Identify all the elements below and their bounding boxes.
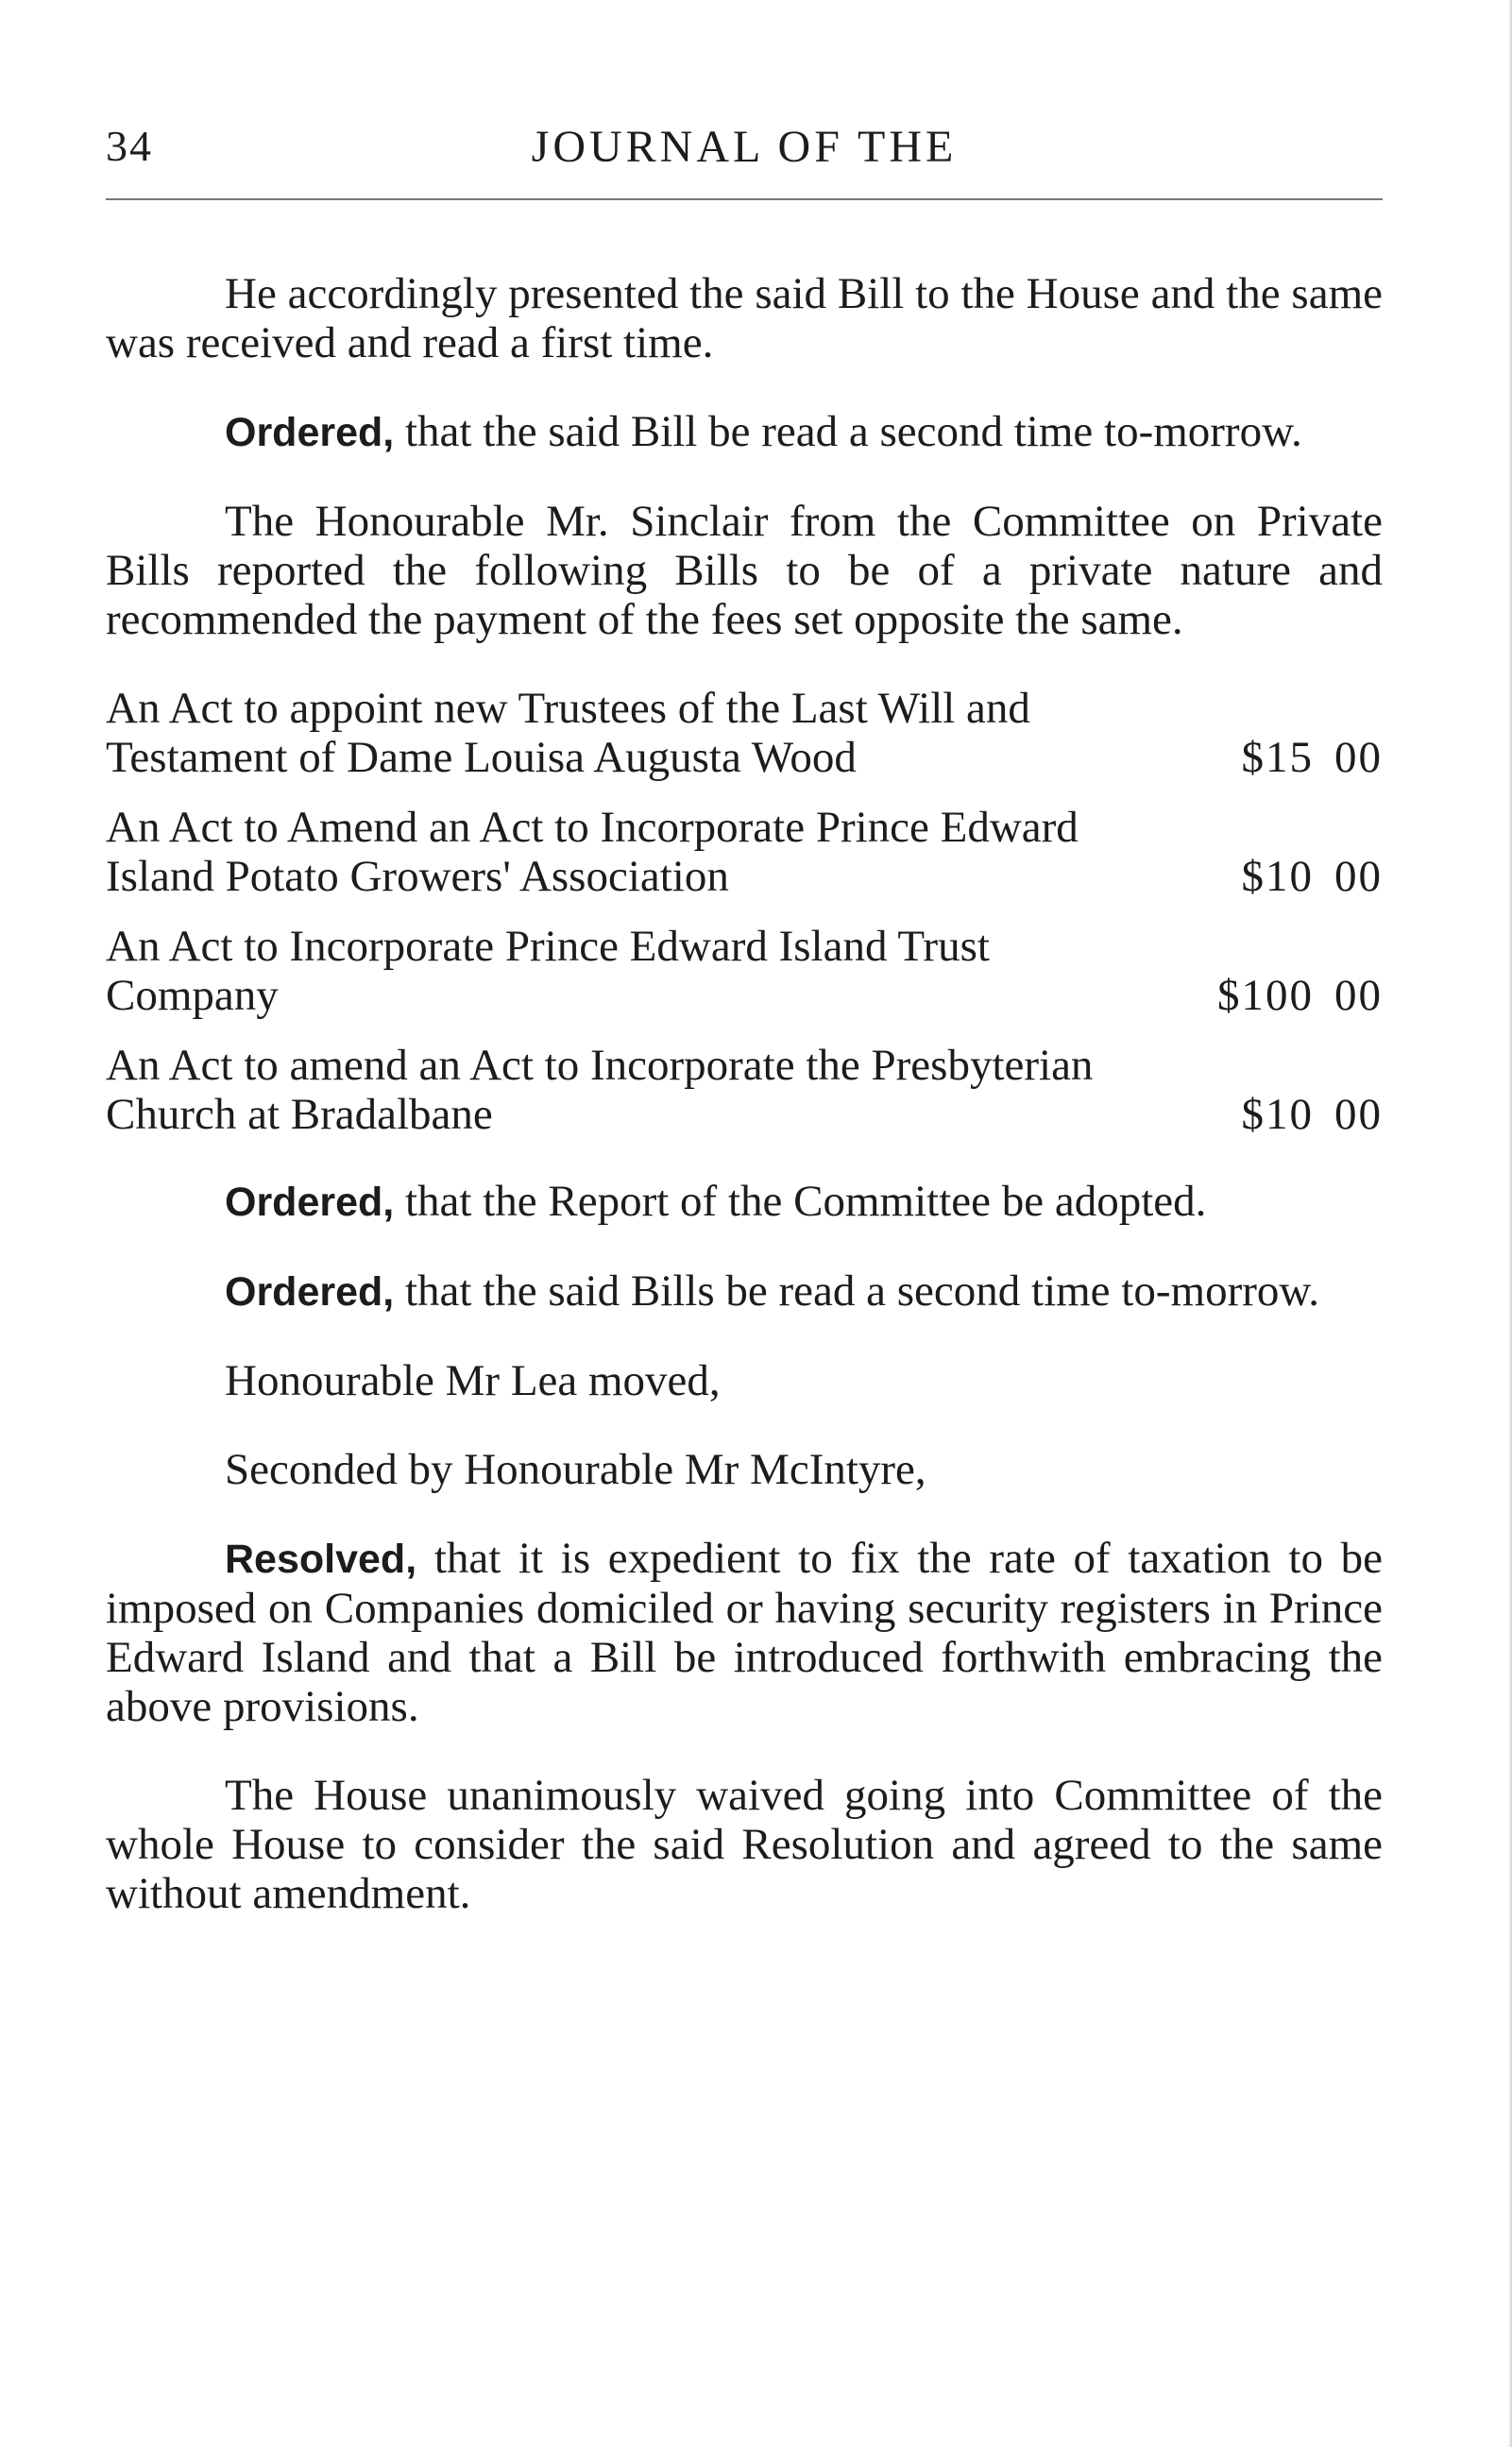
paragraph-report-adopted <box>106 1177 1383 1227</box>
paragraph-resolved <box>106 1534 1383 1731</box>
fee-dollars: $10 <box>1241 1090 1314 1139</box>
resolved-lead: Resolved, <box>225 1537 417 1582</box>
ordered-text: that the said Bill be read a second time to-morrow. <box>394 407 1302 456</box>
page-edge-shadow <box>1508 0 1512 2447</box>
resolved-text: that it is expedient to fix the rate of taxation to be imposed on Companies domiciled or having security registers in Prince Edward Island and that a Bill be introduced forthwith embracing the above provisions. <box>106 1534 1383 1731</box>
running-title: JOURNAL OF THE <box>531 122 958 172</box>
fee-dollars: $100 <box>1217 971 1314 1020</box>
fee-cents: 00 <box>1334 971 1383 1020</box>
bill-fee <box>1203 852 1383 901</box>
fee-cents: 00 <box>1334 852 1383 901</box>
paragraph-ordered-second-reading <box>106 407 1383 457</box>
paragraph-motion: Honourable Mr Lea moved, <box>225 1356 721 1405</box>
bill-item <box>106 1041 1383 1139</box>
paragraph-seconded: Seconded by Honourable Mr McIntyre, <box>225 1445 926 1494</box>
paragraph-committee-report: The Honourable Mr. Sinclair from the Committee on Private Bills reported the following Bills to be of a private nature and recommended the payment of the fees set opposite the same. <box>106 497 1383 644</box>
ordered-lead: Ordered, <box>225 1180 395 1225</box>
paragraph-bills-second-reading <box>106 1266 1383 1317</box>
ordered-text: that the said Bills be read a second time to-morrow. <box>394 1266 1320 1316</box>
bill-title: An Act to appoint new Trustees of the Last Will and Testament of Dame Louisa Augusta Wood <box>106 684 1030 782</box>
fee-dollars: $10 <box>1241 852 1314 901</box>
ordered-lead: Ordered, <box>225 1269 395 1315</box>
fee-cents: 00 <box>1334 733 1383 782</box>
bill-title: An Act to Incorporate Prince Edward Island Trust Company <box>106 922 990 1020</box>
page-header <box>106 121 1383 187</box>
bill-fee <box>1203 971 1383 1020</box>
bill-item <box>106 922 1383 1020</box>
paragraph-bill-presented: He accordingly presented the said Bill to the House and the same was received and read a first time. <box>106 269 1383 367</box>
ordered-lead: Ordered, <box>225 410 395 455</box>
bill-title: An Act to Amend an Act to Incorporate Prince Edward Island Potato Growers' Association <box>106 803 1079 901</box>
paragraph-house-agreed: The House unanimously waived going into Committee of the whole House to consider the said Resolution and agreed to the same without amendment. <box>106 1771 1383 1918</box>
bill-item <box>106 803 1383 901</box>
journal-body <box>106 269 1383 1958</box>
ordered-text: that the Report of the Committee be adopted. <box>394 1177 1207 1226</box>
bills-list <box>106 684 1383 1139</box>
bill-title: An Act to amend an Act to Incorporate the Presbyterian Church at Bradalbane <box>106 1041 1094 1139</box>
bill-fee <box>1203 1090 1383 1139</box>
bill-item <box>106 684 1383 782</box>
header-rule <box>106 198 1383 200</box>
fee-cents: 00 <box>1334 1090 1383 1139</box>
bill-fee <box>1203 733 1383 782</box>
page-number: 34 <box>106 122 153 170</box>
fee-dollars: $15 <box>1241 733 1314 782</box>
